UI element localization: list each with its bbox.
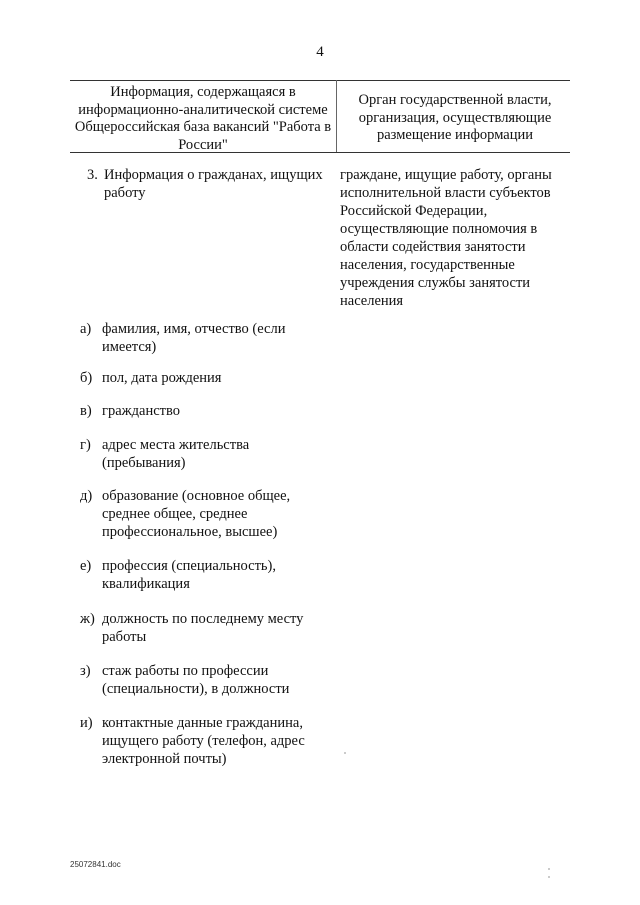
table-top-rule	[70, 80, 570, 81]
list-item-e	[80, 557, 332, 593]
row-title	[87, 166, 339, 202]
list-item-v	[80, 402, 332, 420]
list-item-text: контактные данные гражданина, ищущего работу (телефон, адрес электронной почты)	[102, 715, 305, 767]
scan-speck	[548, 876, 550, 878]
page-number: 4	[316, 44, 324, 60]
list-item-text: профессия (специальность), квалификация	[102, 558, 276, 592]
row-title-text: Информация о гражданах, ищущих работу	[104, 167, 323, 201]
list-item-zh	[80, 610, 332, 646]
list-item-text: гражданство	[102, 403, 180, 419]
list-item-g	[80, 436, 332, 472]
list-item-a	[80, 320, 332, 356]
list-item-marker: б)	[80, 370, 93, 386]
row-responsible: граждане, ищущие работу, органы исполнительной власти субъектов Российской Федерации, осуществляющие полномочия в области содействия занятости населения, государственные учреждения службы занятости населения	[340, 167, 552, 309]
list-item-i	[80, 714, 332, 768]
list-item-marker: в)	[80, 403, 92, 419]
list-item-marker: д)	[80, 488, 93, 504]
list-item-d	[80, 487, 332, 541]
table-column-divider	[336, 80, 337, 152]
list-item-z	[80, 662, 332, 698]
list-item-text: образование (основное общее, среднее общее, среднее профессиональное, высшее)	[102, 488, 291, 540]
list-item-text: пол, дата рождения	[102, 370, 222, 386]
scan-speck	[344, 752, 346, 754]
list-item-marker: и)	[80, 715, 93, 731]
scan-speck	[548, 868, 550, 870]
list-item-marker: г)	[80, 437, 91, 453]
table-header-information: Информация, содержащаяся в информационно-аналитической системе Общероссийская база вакансий "Работа в России"	[74, 84, 332, 153]
footer-filename: 25072841.doc	[70, 860, 121, 869]
list-item-text: должность по последнему месту работы	[102, 611, 304, 645]
list-item-marker: ж)	[80, 611, 95, 627]
table-header-authority: Орган государственной власти, организация, осуществляющие размещение информации	[358, 92, 552, 143]
list-item-marker: а)	[80, 321, 92, 337]
list-item-marker: е)	[80, 558, 92, 574]
list-item-text: фамилия, имя, отчество (если имеется)	[102, 321, 286, 355]
list-item-b	[80, 369, 332, 387]
list-item-marker: з)	[80, 663, 91, 679]
row-number: 3.	[87, 167, 98, 183]
list-item-text: адрес места жительства (пребывания)	[102, 437, 250, 471]
list-item-text: стаж работы по профессии (специальности), в должности	[102, 663, 290, 697]
